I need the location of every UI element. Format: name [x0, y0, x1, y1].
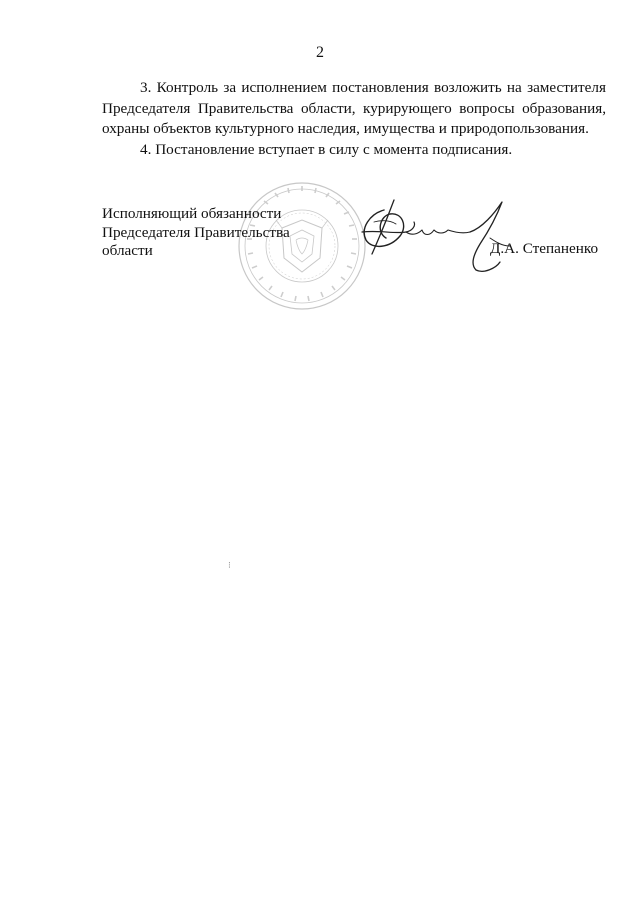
paragraph-4: 4. Постановление вступает в силу с момента подписания.: [140, 140, 513, 158]
signatory-title-line: Исполняющий обязанности: [102, 205, 282, 222]
page-number: 2: [316, 44, 324, 61]
paragraph-3: 3. Контроль за исполнением постановления возложить на заместителя Председателя Правительства области, курирующего вопросы образования, охраны объектов культурного наследия, имущества и природопользования.: [102, 79, 606, 137]
document-body: [102, 78, 606, 160]
signatory-title-line: Председателя Правительства: [102, 223, 290, 241]
signatory-title: [102, 205, 290, 261]
scan-speck: ⁝: [228, 560, 231, 570]
handwritten-signature-icon: [350, 192, 530, 282]
signer-name: Д.А. Степаненко: [490, 240, 599, 257]
signatory-title-line: области: [102, 242, 153, 259]
